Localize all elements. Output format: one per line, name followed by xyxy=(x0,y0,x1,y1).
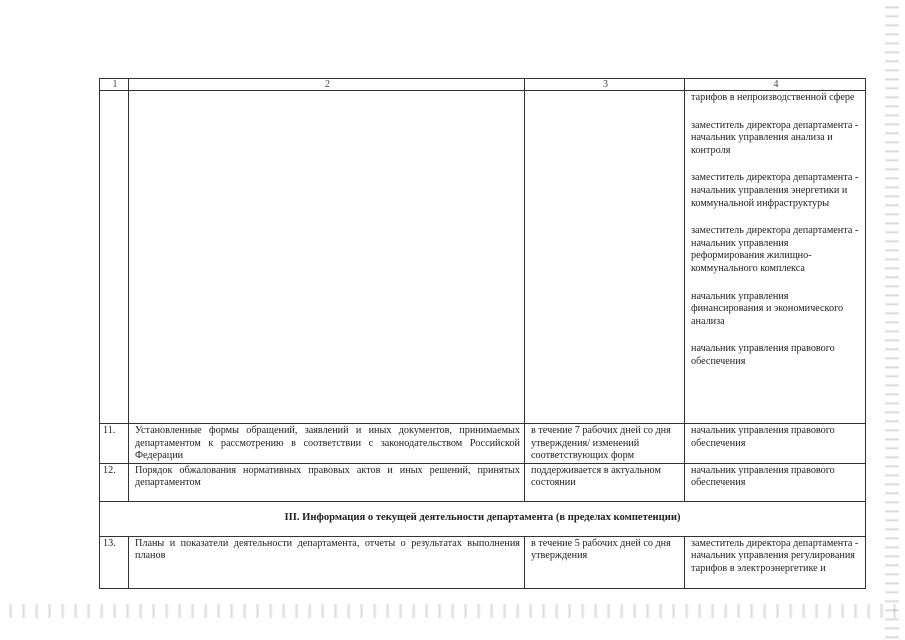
row-responsible: заместитель директора департамента - начальник управления регулирования тарифов в электроэнергетике и xyxy=(685,536,866,588)
table-row-11 xyxy=(100,424,866,464)
scan-bottom-artifact xyxy=(0,604,905,618)
responsible-item: заместитель директора департамента - начальник управления реформирования жилищно-коммунального комплекса xyxy=(691,225,859,274)
section-heading-row xyxy=(100,501,866,536)
responsible-item: тарифов в непроизводственной сфере xyxy=(691,92,855,103)
table-row-13 xyxy=(100,536,866,588)
table-row-12 xyxy=(100,463,866,501)
responsible-item: начальник управления правового обеспечения xyxy=(691,343,835,367)
row-number: 11. xyxy=(100,424,129,464)
row-content: Установленные формы обращений, заявлений и иных документов, принимаемых департаментом к рассмотрению в соответствии с законодательством Российской Федерации xyxy=(129,424,525,464)
row-responsible: начальник управления правового обеспечения xyxy=(685,424,866,464)
responsible-item: заместитель директора департамента - начальник управления энергетики и коммунальной инфраструктуры xyxy=(691,172,859,209)
row-responsible: начальник управления правового обеспечения xyxy=(685,463,866,501)
row-number: 13. xyxy=(100,536,129,588)
row-content: Планы и показатели деятельности департамента, отчеты о результатах выполнения планов xyxy=(129,536,525,588)
responsible-item: заместитель директора департамента - начальник управления анализа и контроля xyxy=(691,119,859,156)
column-number-4: 4 xyxy=(685,79,866,91)
column-number-3: 3 xyxy=(525,79,685,91)
table-row-continued xyxy=(100,91,866,424)
column-number-2: 2 xyxy=(129,79,525,91)
column-number-1: 1 xyxy=(100,79,129,91)
section-title: III. Информация о текущей деятельности департамента (в пределах компетенции) xyxy=(100,501,866,536)
column-number-row xyxy=(100,79,866,91)
row-number: 12. xyxy=(100,463,129,501)
deadline-cell xyxy=(525,91,685,424)
scan-margin-artifact xyxy=(885,0,899,640)
info-table xyxy=(99,78,866,589)
row-deadline: в течение 5 рабочих дней со дня утверждения xyxy=(525,536,685,588)
responsible-cell xyxy=(685,91,866,424)
row-deadline: в течение 7 рабочих дней со дня утверждения/ изменений соответствующих форм xyxy=(525,424,685,464)
row-number-cell xyxy=(100,91,129,424)
row-content: Порядок обжалования нормативных правовых актов и иных решений, принятых департаментом xyxy=(129,463,525,501)
row-deadline: поддерживается в актуальном состоянии xyxy=(525,463,685,501)
responsible-item: начальник управления финансирования и экономического анализа xyxy=(691,290,844,327)
content-cell xyxy=(129,91,525,424)
